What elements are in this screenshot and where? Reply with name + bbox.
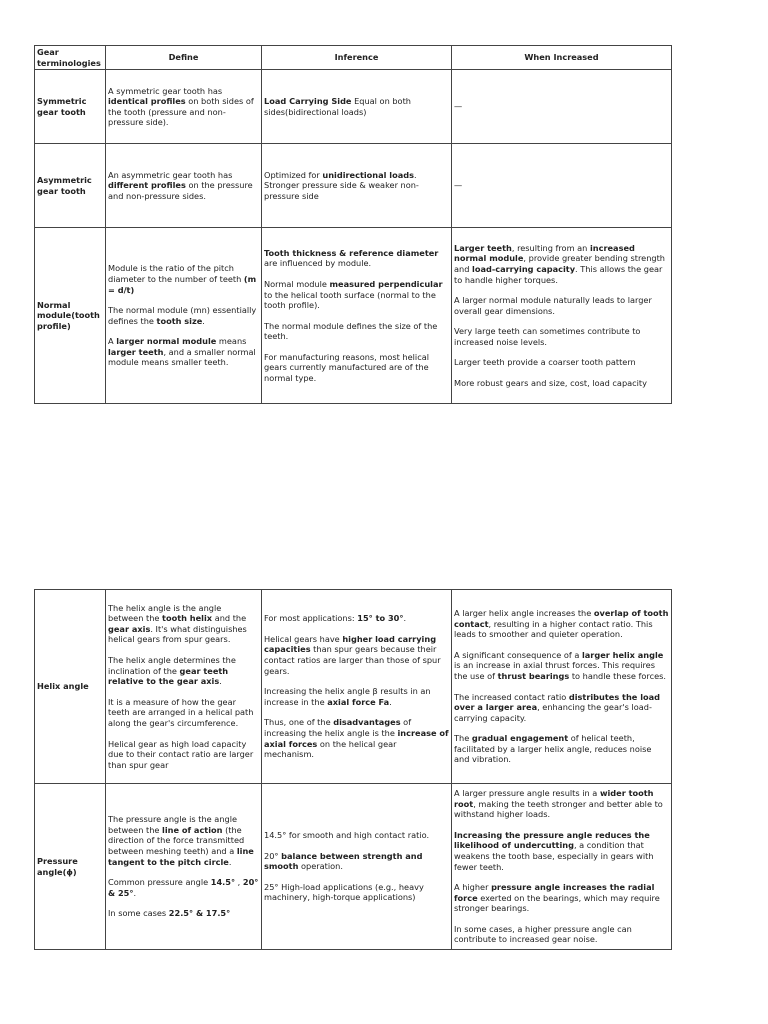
bold-text: (m = d/t): [108, 273, 257, 295]
text: , making the teeth stronger and better able to withstand higher loads.: [454, 798, 663, 820]
inference-cell: [262, 144, 452, 228]
text: operation.: [298, 861, 343, 872]
gear-terminology-table-1: [34, 45, 672, 404]
table-row: [35, 144, 672, 228]
bold-text: larger helix angle: [581, 649, 664, 660]
bold-text: line of action: [162, 824, 223, 835]
text: A larger pressure angle results in a: [454, 787, 600, 798]
cell-paragraph: [108, 814, 259, 867]
text: , resulting from an: [511, 242, 590, 253]
bold-text: increased normal module: [454, 242, 635, 264]
text: on the helical gear mechanism.: [264, 738, 397, 760]
cell-paragraph: [108, 908, 259, 919]
cell-paragraph: [108, 86, 259, 128]
bold-text: Increasing the pressure angle reduces the likelihood of undercutting: [454, 829, 650, 851]
increased-cell: [452, 70, 672, 144]
term-pressure-angle: Pressure angle(ϕ): [35, 784, 106, 950]
header-gear-terminologies: Gear terminologies: [35, 46, 106, 70]
bold-text: axial force Fa: [327, 696, 390, 707]
cell-paragraph: [264, 96, 449, 117]
cell-paragraph: [264, 352, 449, 384]
bold-text: disadvantages: [333, 717, 401, 728]
table-row: [35, 70, 672, 144]
term-helix-angle: Helix angle: [35, 590, 106, 784]
text: .: [403, 613, 407, 624]
increased-cell: [452, 228, 672, 404]
bold-text: 15° to 30°: [357, 613, 404, 624]
text: than spur gears because their contact ratios are larger than those of spur gears.: [264, 644, 441, 676]
cell-paragraph: [108, 170, 259, 202]
gear-terminology-table-2: [34, 589, 672, 950]
term-normal-module: Normal module(tooth profile): [35, 228, 106, 404]
text: . This allows the gear to handle higher torques.: [454, 263, 663, 285]
header-inference: Inference: [262, 46, 452, 70]
bold-text: pressure angle increases the radial force: [454, 882, 655, 903]
text: ,: [235, 877, 243, 888]
text: .: [202, 315, 205, 326]
text: Increasing the helix angle β results in an increase in the: [264, 686, 431, 707]
cell-paragraph: [264, 634, 449, 676]
cell-paragraph: [264, 830, 449, 841]
text: The: [454, 733, 472, 744]
cell-paragraph: [454, 924, 669, 945]
cell-paragraph: [264, 170, 449, 202]
text: A larger normal module naturally leads to larger overall gear dimensions.: [454, 295, 652, 316]
cell-paragraph: [264, 613, 449, 624]
text: Larger teeth provide a coarser tooth pattern: [454, 357, 636, 368]
text: In some cases: [108, 908, 169, 919]
table-row: [35, 228, 672, 404]
text: The normal module defines the size of the teeth.: [264, 320, 438, 342]
text: A larger helix angle increases the: [454, 607, 594, 618]
bold-text: higher load carrying capacities: [264, 633, 437, 655]
text: Very large teeth can sometimes contribute to increased noise levels.: [454, 326, 641, 347]
text: 14.5° for smooth and high contact ratio.: [264, 830, 430, 841]
text: An asymmetric gear tooth has: [108, 169, 233, 180]
cell-paragraph: [108, 263, 259, 295]
inference-cell: [262, 70, 452, 144]
text: to the helical tooth surface (normal to the tooth profile).: [264, 289, 436, 311]
cell-paragraph: [454, 180, 669, 191]
text: The increased contact ratio: [454, 691, 569, 702]
define-cell: [106, 70, 262, 144]
bold-text: gradual engagement: [471, 733, 569, 744]
cell-paragraph: [454, 378, 669, 389]
bold-text: tooth helix: [162, 613, 213, 624]
bold-text: 22.5° & 17.5°: [168, 908, 231, 919]
text: of helical teeth, facilitated by a larger helix angle, reduces noise and vibration.: [454, 733, 652, 765]
bold-text: line tangent to the pitch circle: [108, 845, 254, 867]
bold-text: wider tooth root: [454, 787, 654, 809]
cell-paragraph: [454, 788, 669, 820]
text: It is a measure of how the gear teeth are arranged in a helical path along the gear's circumference.: [108, 696, 254, 728]
text: More robust gears and size, cost, load capacity: [454, 378, 647, 389]
text: .: [228, 856, 232, 867]
text: In some cases, a higher pressure angle can contribute to increased gear noise.: [454, 923, 632, 945]
cell-paragraph: [454, 295, 669, 316]
bold-text: balance between strength and smooth: [264, 850, 423, 872]
text: 25° High-load applications (e.g., heavy machinery, high-torque applications): [264, 881, 424, 903]
text: , enhancing the gear's load-carrying capacity.: [454, 702, 652, 723]
text: on both sides of the tooth (pressure and non-pressure side).: [108, 96, 254, 128]
text: exerted on the bearings, which may require stronger bearings.: [454, 892, 660, 914]
cell-paragraph: [264, 321, 449, 342]
text: to handle these forces.: [569, 670, 666, 681]
bold-text: load-carrying capacity: [472, 263, 576, 274]
cell-paragraph: [264, 882, 449, 903]
text: Equal on both sides(bidirectional loads): [264, 96, 411, 117]
text: (the direction of the force transmitted between meshing teeth) and a: [108, 824, 245, 856]
text: The normal module (mn) essentially defines the: [108, 305, 257, 326]
text: . It's what distinguishes helical gears from spur gears.: [108, 623, 247, 645]
define-cell: [106, 784, 262, 950]
inference-cell: [262, 590, 452, 784]
bold-text: measured perpendicular: [329, 278, 443, 289]
cell-paragraph: [454, 830, 669, 872]
text: .: [133, 887, 137, 898]
text: are influenced by module.: [264, 258, 372, 269]
bold-text: gear teeth relative to the gear axis: [108, 665, 229, 687]
define-cell: [106, 228, 262, 404]
text: For most applications:: [264, 613, 358, 624]
text: , and a smaller normal module means smaller teeth.: [108, 346, 256, 368]
table-row: [35, 784, 672, 950]
text: —: [454, 180, 463, 191]
cell-paragraph: [264, 717, 449, 759]
increased-cell: [452, 590, 672, 784]
define-cell: [106, 144, 262, 228]
text: .: [219, 676, 222, 687]
bold-text: different profiles: [108, 180, 186, 191]
text: .: [389, 696, 392, 707]
cell-paragraph: [264, 279, 449, 311]
cell-paragraph: [108, 655, 259, 687]
inference-cell: [262, 228, 452, 404]
bold-text: overlap of tooth contact: [454, 607, 669, 629]
header-define: Define: [106, 46, 262, 70]
cell-paragraph: [454, 101, 669, 112]
bold-text: distributes the load over a larger area: [454, 691, 661, 713]
cell-paragraph: [108, 739, 259, 771]
text: Normal module: [264, 278, 330, 289]
text: The pressure angle is the angle between the: [108, 814, 238, 835]
bold-text: tooth size: [156, 315, 203, 326]
bold-text: increase of axial forces: [264, 727, 449, 749]
cell-paragraph: [108, 305, 259, 326]
text: A: [108, 336, 117, 347]
bold-text: thrust bearings: [497, 670, 570, 681]
cell-paragraph: [108, 697, 259, 729]
cell-paragraph: [108, 877, 259, 898]
cell-paragraph: [454, 357, 669, 368]
text: means: [216, 336, 247, 347]
text: , provide greater bending strength and: [454, 253, 665, 274]
bold-text: Load Carrying Side: [264, 96, 352, 107]
text: , a condition that weakens the tooth base, especially in gears with fewer teeth.: [454, 840, 654, 872]
text: of increasing the helix angle is the: [264, 717, 412, 738]
text: on the pressure and non-pressure sides.: [108, 180, 253, 201]
text: Module is the ratio of the pitch diameter to the number of teeth: [108, 263, 244, 284]
text: is an increase in axial thrust forces. This requires the use of: [454, 660, 655, 681]
cell-paragraph: [454, 608, 669, 640]
header-when-increased: When Increased: [452, 46, 672, 70]
cell-paragraph: [108, 603, 259, 645]
cell-paragraph: [454, 650, 669, 682]
text: Thus, one of the: [264, 717, 334, 728]
cell-paragraph: [264, 686, 449, 707]
text: A significant consequence of a: [454, 649, 582, 660]
cell-paragraph: [264, 851, 449, 872]
text: A higher: [454, 882, 492, 893]
bold-text: unidirectional loads: [322, 169, 414, 180]
cell-paragraph: [454, 733, 669, 765]
bold-text: gear axis: [108, 623, 151, 634]
text: A symmetric gear tooth has: [108, 85, 223, 96]
bold-text: identical profiles: [108, 96, 186, 107]
table-row: [35, 590, 672, 784]
text: Helical gears have: [264, 633, 343, 644]
text: , resulting in a higher contact ratio. This leads to smoother and quieter operation.: [454, 618, 653, 640]
cell-paragraph: [264, 248, 449, 269]
bold-text: larger teeth: [108, 346, 164, 357]
cell-paragraph: [454, 692, 669, 724]
text: —: [454, 101, 463, 112]
inference-cell: [262, 784, 452, 950]
text: Optimized for: [264, 169, 323, 180]
increased-cell: [452, 144, 672, 228]
bold-text: Larger teeth: [454, 242, 512, 253]
increased-cell: [452, 784, 672, 950]
text: The helix angle determines the inclination of the: [108, 655, 236, 676]
text: . Stronger pressure side & weaker non-pressure side: [264, 169, 419, 201]
text: Common pressure angle: [108, 877, 211, 888]
bold-text: Tooth thickness & reference diameter: [264, 247, 439, 258]
bold-text: larger normal module: [116, 336, 217, 347]
text: For manufacturing reasons, most helical gears currently manufactured are of the normal type.: [264, 351, 430, 384]
cell-paragraph: [454, 326, 669, 347]
term-asymmetric-gear-tooth: Asymmetric gear tooth: [35, 144, 106, 228]
cell-paragraph: [454, 243, 669, 285]
text: Helical gear as high load capacity due to their contact ratio are larger than spur gear: [108, 738, 254, 770]
text: and the: [212, 613, 247, 624]
cell-paragraph: [454, 882, 669, 914]
define-cell: [106, 590, 262, 784]
bold-text: 20° & 25°: [108, 877, 259, 898]
text: The helix angle is the angle between the: [108, 602, 222, 624]
term-symmetric-gear-tooth: Symmetric gear tooth: [35, 70, 106, 144]
header-row: [35, 46, 672, 70]
text: 20°: [264, 850, 282, 861]
bold-text: 14.5°: [210, 877, 236, 888]
cell-paragraph: [108, 336, 259, 368]
